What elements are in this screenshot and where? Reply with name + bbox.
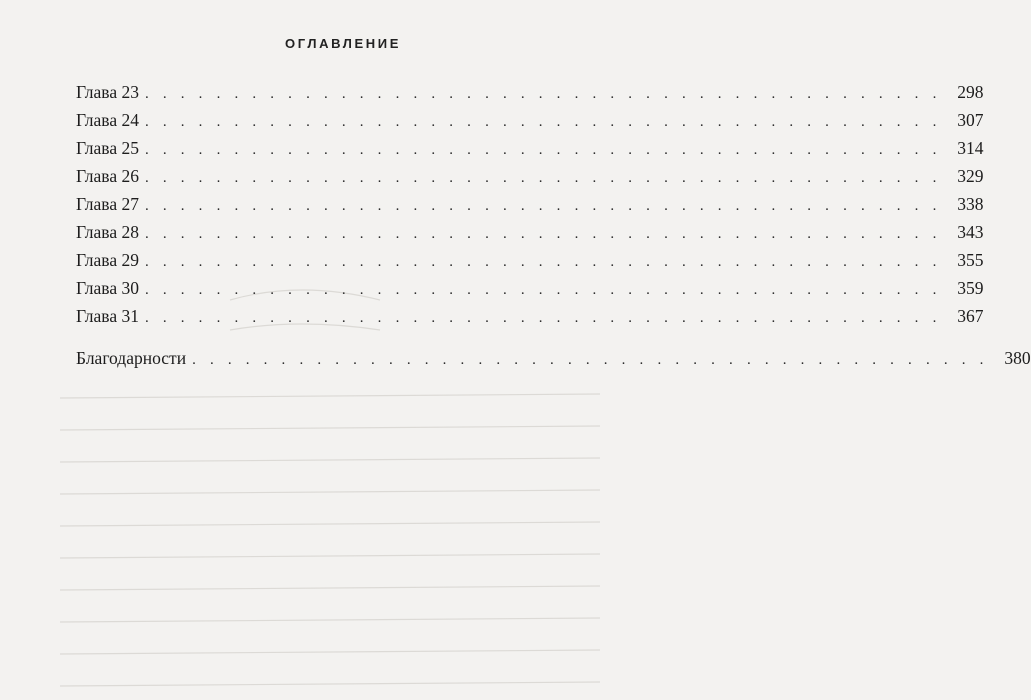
toc-entry[interactable] xyxy=(76,78,984,106)
toc-entry[interactable] xyxy=(76,218,984,246)
leader-dots: . . . . . . . . . . . . . . . . . . . . . . . . . . . . . . . . . . . . . . . . . . . . . xyxy=(144,198,942,214)
toc-entry[interactable] xyxy=(76,274,984,302)
toc-entry-page: 314 xyxy=(957,138,984,158)
toc-entry-title: Глава 24 xyxy=(76,110,139,130)
toc-entry-page: 367 xyxy=(957,306,984,326)
toc-entry-page: 355 xyxy=(957,250,984,270)
toc-list xyxy=(76,78,1031,372)
leader-dots: . . . . . . . . . . . . . . . . . . . . . . . . . . . . . . . . . . . . . . . . . . . . . xyxy=(144,86,942,102)
toc-entry-title: Глава 30 xyxy=(76,278,139,298)
toc-entry-page: 329 xyxy=(957,166,984,186)
page-title: ОГЛАВЛЕНИЕ xyxy=(285,36,401,51)
toc-entry-page: 338 xyxy=(957,194,984,214)
leader-dots: . . . . . . . . . . . . . . . . . . . . . . . . . . . . . . . . . . . . . . . . . . . . . xyxy=(144,114,942,130)
toc-entry[interactable] xyxy=(76,302,984,330)
toc-entry-page: 380 xyxy=(1004,348,1031,368)
toc-entry-page: 359 xyxy=(957,278,984,298)
toc-entry[interactable] xyxy=(76,134,984,162)
toc-entry-acknowledgements[interactable] xyxy=(76,344,1031,372)
leader-dots: . . . . . . . . . . . . . . . . . . . . . . . . . . . . . . . . . . . . . . . . . . . . . xyxy=(144,226,942,242)
leader-dots: . . . . . . . . . . . . . . . . . . . . . . . . . . . . . . . . . . . . . . . . . . . . . xyxy=(144,282,942,298)
toc-entry-page: 298 xyxy=(957,82,984,102)
toc-entry-title: Глава 27 xyxy=(76,194,139,214)
toc-entry-title: Глава 29 xyxy=(76,250,139,270)
toc-entry-title: Глава 25 xyxy=(76,138,139,158)
toc-entry[interactable] xyxy=(76,190,984,218)
toc-entry[interactable] xyxy=(76,246,984,274)
leader-dots: . . . . . . . . . . . . . . . . . . . . . . . . . . . . . . . . . . . . . . . . . . . . . xyxy=(192,352,989,368)
leader-dots: . . . . . . . . . . . . . . . . . . . . . . . . . . . . . . . . . . . . . . . . . . . . . xyxy=(144,170,942,186)
toc-entry-title: Глава 26 xyxy=(76,166,139,186)
toc-entry-page: 343 xyxy=(957,222,984,242)
toc-entry-page: 307 xyxy=(957,110,984,130)
toc-entry-title: Глава 31 xyxy=(76,306,139,326)
toc-entry-title: Благодарности xyxy=(76,348,187,368)
leader-dots: . . . . . . . . . . . . . . . . . . . . . . . . . . . . . . . . . . . . . . . . . . . . . xyxy=(144,142,942,158)
toc-entry[interactable] xyxy=(76,162,984,190)
toc-entry[interactable] xyxy=(76,106,984,134)
toc-entry-title: Глава 23 xyxy=(76,82,139,102)
leader-dots: . . . . . . . . . . . . . . . . . . . . . . . . . . . . . . . . . . . . . . . . . . . . . xyxy=(144,310,942,326)
leader-dots: . . . . . . . . . . . . . . . . . . . . . . . . . . . . . . . . . . . . . . . . . . . . . xyxy=(144,254,942,270)
toc-entry-title: Глава 28 xyxy=(76,222,139,242)
